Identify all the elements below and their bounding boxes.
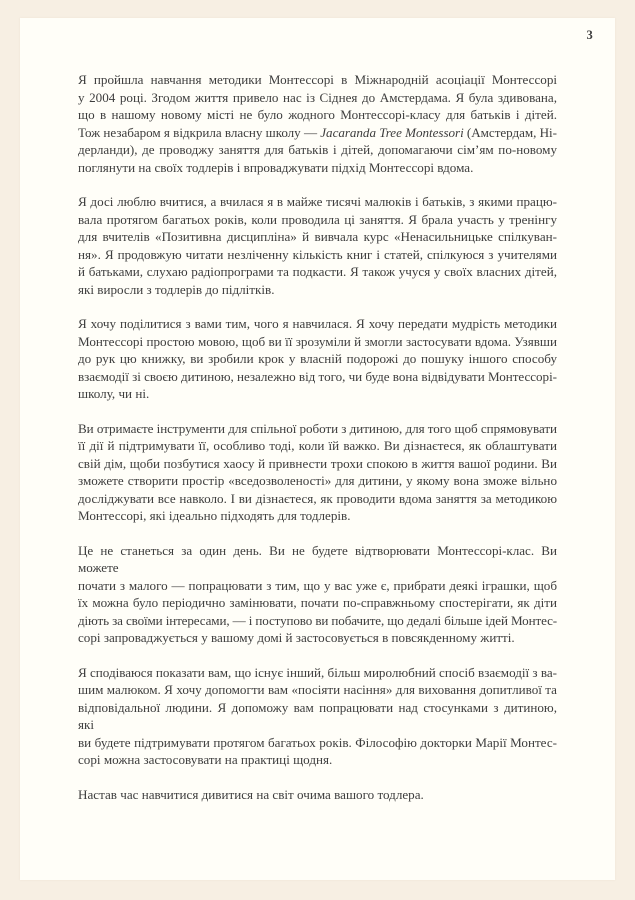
text-line: ня». Я продовжую читати незліченну кількість книг і статей, спілкуюся з учителями	[78, 246, 557, 262]
text-line: Я пройшла навчання методики Монтессорі в Міжнародній асоціації Монтессорі	[78, 72, 557, 87]
text-line: й батьками, слухаю радіопрограми та подкасти. Я також учуся у своїх власних дітей,	[78, 264, 557, 279]
text-line: Настав час навчитися дивитися на світ очима вашого тодлера.	[78, 786, 424, 802]
text-line: її дії й підтримувати її, особливо тоді, коли їй важко. Ви дізнаєтеся, як облаштувати	[78, 438, 557, 453]
body-text	[78, 71, 557, 820]
text-line: Ви отримаєте інструменти для спільної роботи з дитиною, для того щоб спрямовувати	[78, 420, 557, 436]
text-line: дерланди), де проводжу заняття для батьків і дітей, допомагаючи сім’ям по-новому	[78, 142, 557, 157]
text-line: що в нашому новому місті не було жодного Монтессорі-класу для батьків і дітей.	[78, 107, 557, 122]
text-line: Монтессорі, які ідеально підходять для тодлерів.	[78, 508, 351, 523]
text-line: у 2004 році. Згодом життя привело нас із Сіднея до Амстердама. Я була здивована,	[78, 89, 557, 105]
paragraph	[78, 71, 557, 176]
text-line: ви будете підтримувати протягом багатьох років. Філософію докторки Марії Монтес-	[78, 734, 557, 750]
text-line: школу, чи ні.	[78, 386, 150, 401]
paragraph	[78, 420, 557, 525]
text-line: які виросли з тодлерів до підлітків.	[78, 281, 275, 297]
text-line: їх можна було періодично замінювати, почати по-справжньому спостерігати, як діти	[78, 595, 557, 610]
text-line: Я хочу поділитися з вами тим, чого я навчилася. Я хочу передати мудрість методики	[78, 316, 557, 331]
text-line: сорі можна застосовувати на практиці щодня.	[78, 752, 333, 767]
text-line: Я сподіваюся показати вам, що існує інший, більш миролюбний спосіб взаємодії з ва-	[78, 664, 557, 680]
text-line: Я досі люблю вчитися, а вчилася я в майже тисячі малюків і батьків, з якими працю-	[78, 194, 557, 209]
text-line: сорі запроваджується у вашому домі й застосовується в повсякденному житті.	[78, 630, 515, 645]
text-line: почати з малого — попрацювати з тим, що у вас уже є, прибрати деякі іграшки, щоб	[78, 577, 557, 593]
text-line: для вчителів «Позитивна дисципліна» й вивчала курс «Ненасильницьке спілкуван-	[78, 229, 557, 244]
text-line: вала протягом багатьох років, коли проводила ці заняття. Я брала участь у тренінгу	[78, 211, 557, 227]
text-line: зможете створити простір «вседозволеності» для дитини, у якому вона зможе вільно	[78, 473, 557, 488]
text-line: Монтессорі простою мовою, щоб ви її зрозуміли й змогли застосувати вдома. Узявши	[78, 333, 557, 349]
text-line: Це не станеться за один день. Ви не будете відтворювати Монтессорі-клас. Ви можете	[78, 542, 557, 575]
text-line: поглянути на своїх тодлерів і впроваджувати підхід Монтессорі вдома.	[78, 159, 474, 175]
book-page	[20, 18, 615, 880]
text-line: свій дім, щоби позбутися хаосу й привнести трохи спокою в життя вашої родини. Ви	[78, 455, 557, 471]
paragraph	[78, 315, 557, 403]
text-line: до рук цю книжку, ви зробили крок у власній подорожі до пошуку іншого способу	[78, 351, 557, 366]
paragraph	[78, 542, 557, 647]
text-line: Тож незабаром я відкрила власну школу — Jacaranda Tree Montessori (Амстердам, Ні-	[78, 124, 557, 140]
text-line: досліджувати все навколо. І ви дізнаєтеся, як проводити вдома заняття за методикою	[78, 490, 557, 506]
paragraph	[78, 664, 557, 769]
text-line: відповідальної людини. Я допоможу вам попрацювати над стосунками з дитиною, які	[78, 699, 557, 732]
text-line: шим малюком. Я хочу допомогти вам «посіяти насіння» для виховання допитливої та	[78, 682, 557, 697]
paragraph	[78, 786, 557, 804]
paragraph	[78, 193, 557, 298]
text-line: діють за своїми інтересами, — і поступово ви побачите, що дедалі більше ідей Монтес-	[78, 612, 557, 628]
text-line: взаємодії зі своєю дитиною, незалежно від того, чи буде вона відвідувати Монтессорі-	[78, 368, 557, 384]
page-number: 3	[586, 28, 593, 42]
